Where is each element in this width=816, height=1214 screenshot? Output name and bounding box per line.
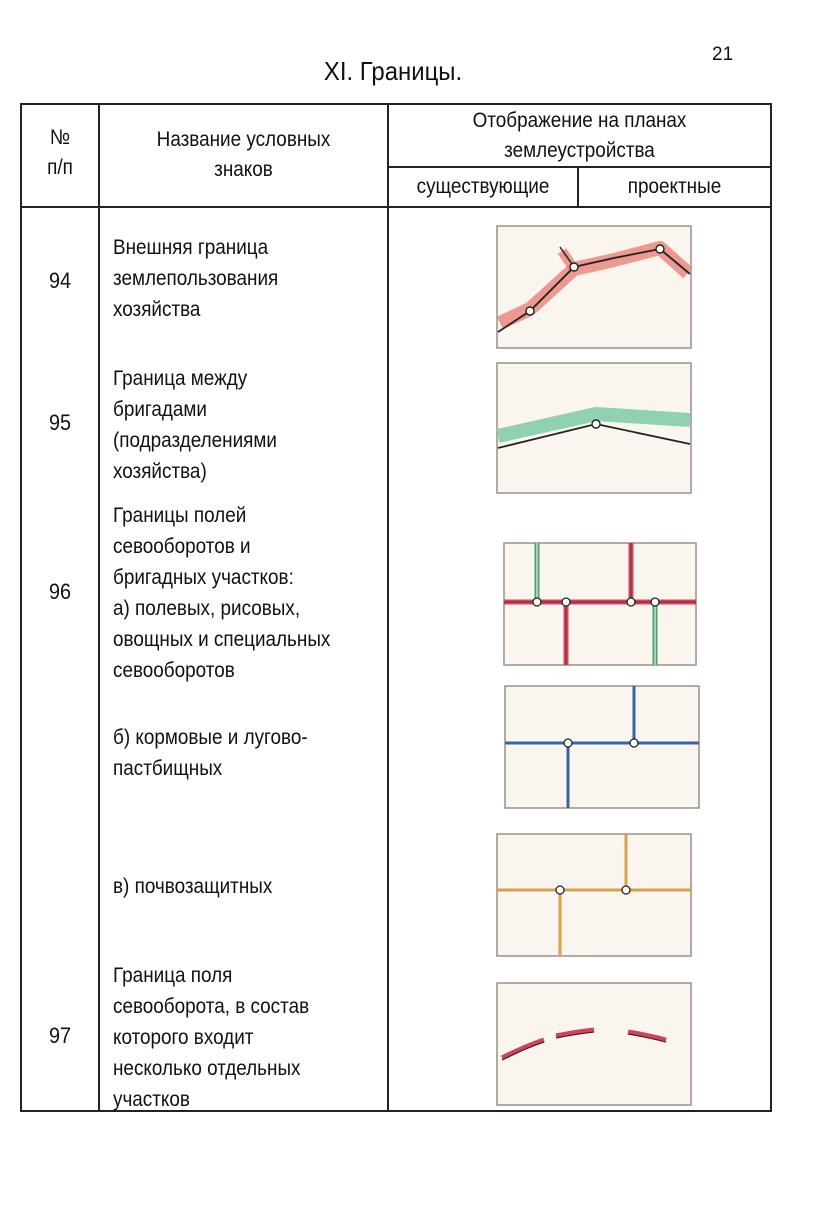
row-96b-description: б) кормовые и лугово- пастбищных	[113, 726, 308, 780]
row-95-description: Граница между бригадами (подразделениями хозяйства)	[113, 367, 277, 483]
header-existing: существующие	[416, 175, 550, 198]
column-divider-name	[387, 103, 389, 1112]
header-display-on-plans: Отображение на планах землеустройства	[472, 109, 687, 162]
column-divider-subheader	[577, 166, 579, 207]
fodder-pasture-swatch-icon	[504, 685, 700, 809]
field-crop-rotation-swatch-icon	[503, 542, 697, 666]
table-border-left	[20, 103, 22, 1112]
row-94-description: Внешняя граница землепользования хозяйства	[113, 236, 279, 321]
row-number-95: 95	[48, 410, 72, 435]
table-border-right	[770, 103, 772, 1112]
row-96a-description: Границы полей севооборотов и бригадных участков: а) полевых, рисовых, овощных и специальных севооборотов	[113, 504, 331, 682]
row-96c-description: в) почвозащитных	[113, 875, 273, 898]
outer-boundary-swatch-icon	[496, 225, 692, 349]
subheader-divider	[387, 166, 772, 168]
multi-plot-field-swatch-icon	[496, 982, 692, 1106]
header-projected: проектные	[627, 175, 722, 198]
header-bottom-border	[20, 206, 772, 208]
row-number-96: 96	[48, 579, 72, 604]
soil-protective-swatch-icon	[496, 833, 692, 957]
header-num: № п/п	[47, 126, 73, 179]
page-number: 21	[712, 44, 734, 65]
header-sign-name: Название условных знаков	[156, 128, 331, 181]
row-number-97: 97	[48, 1023, 72, 1048]
row-number-94: 94	[48, 268, 72, 293]
page-title: XI. Границы.	[323, 56, 463, 86]
table-border-top	[20, 103, 772, 105]
column-divider-num	[98, 103, 100, 1112]
brigade-boundary-swatch-icon	[496, 362, 692, 494]
row-97-description: Граница поля севооборота, в состав которого входит несколько отдельных участков	[113, 964, 310, 1111]
